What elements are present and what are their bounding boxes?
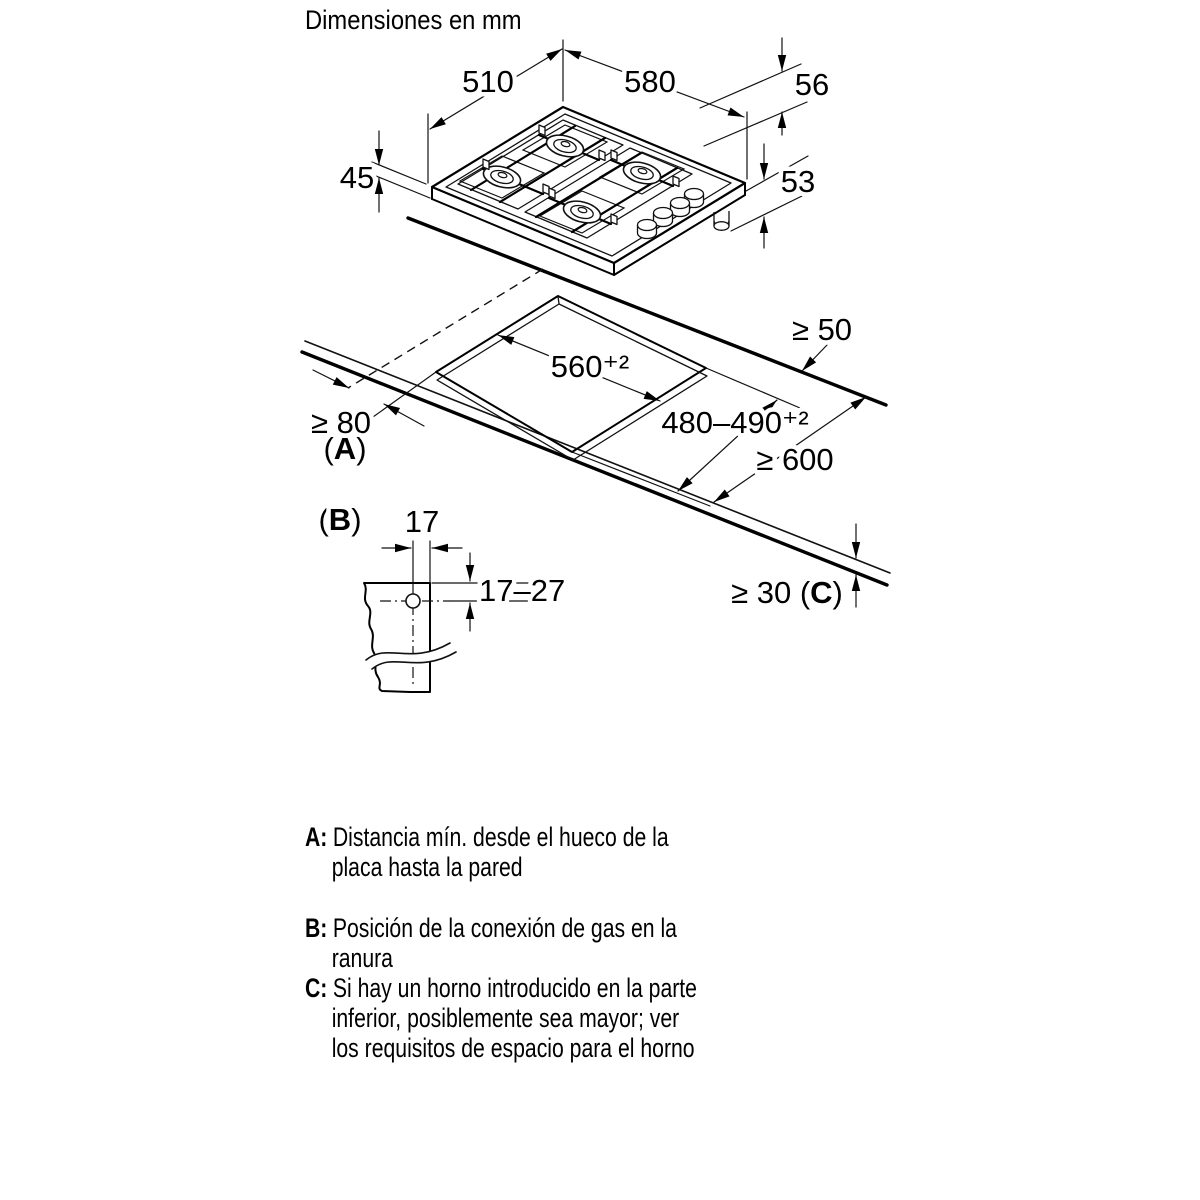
hob-isometric-drawing [432,107,745,275]
cutout-depth-ext-line-2 [572,452,710,506]
legend-text-c: Si hay un horno introducido en la parte inferior, posiblemente sea mayor; ver los requisitos de espacio para el horno [331,973,697,1063]
dim-body-height-label: 53 [780,164,816,199]
dim-cutout-depth-label: 480–490⁺² [661,405,809,440]
legend-key-a: A: [305,822,328,852]
dim-gas-slot-width-label: 17 [404,504,440,539]
legend-text-a: Distancia mín. desde el hueco de la placa hasta la pared [331,822,669,882]
legend-key-c: C: [305,973,328,1003]
gas-connection-detail-drawing [364,541,540,692]
gas-connection-hole [406,594,420,608]
dim-gas-connection-range-label: 17–27 [479,573,566,608]
dim-hob-depth-label: 580 [624,64,676,99]
legend-item-a [305,822,701,882]
dim-rear-clearance-label: ≥ 50 [791,312,853,347]
dim-worktop-thickness-label: ≥ 30 (C) [731,575,843,610]
dim-rear-body-depth-label: 56 [794,67,830,102]
note-b-label: (B) [318,502,362,537]
dim-side-clearance-label: ≥ 80 [310,405,372,440]
legend-item-c [305,973,701,1063]
note-a-label: (A) [323,431,367,466]
dim-hob-width-label: 510 [462,64,514,99]
legend-item-b [305,913,701,973]
hob-foot [714,211,729,230]
slot-ext-lines [413,541,430,583]
legend-text-b: Posición de la conexión de gas en la ranura [331,913,677,973]
cutout-depth-ext-line-1 [706,368,800,408]
dim-worktop-depth-label: ≥ 600 [756,442,834,477]
legend-key-b: B: [305,913,328,943]
dim-cutout-width-label: 560⁺² [550,349,630,384]
page-title: Dimensiones en mm [305,5,522,35]
legend [305,822,701,1063]
rear-depth-ext-lines [700,64,807,146]
dim-profile-height-label: 45 [339,160,375,195]
